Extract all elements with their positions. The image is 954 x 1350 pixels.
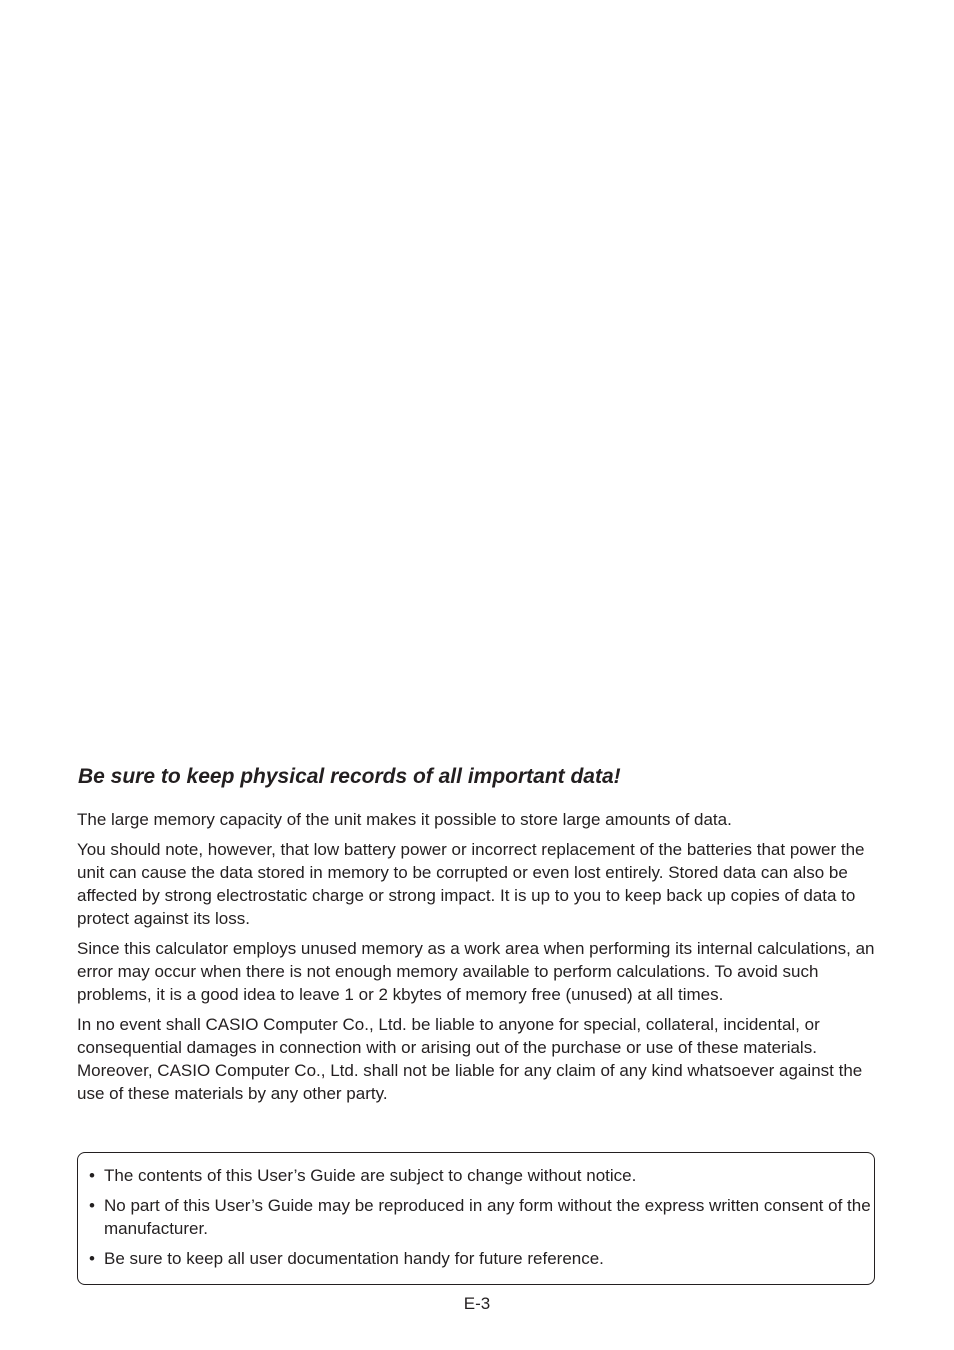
paragraph-liability: In no event shall CASIO Computer Co., Ltd. be liable to anyone for special, collateral, incidental, or consequential damages in connection with or arising out of the purchase or use of these materials. Moreover, CASIO Computer Co., Ltd. shall not be liable for any claim of any kind whatsoever against the use of these materials by any other party. (77, 1015, 863, 1103)
notice-item (89, 1194, 874, 1240)
notice-item-text: Be sure to keep all user documentation handy for future reference. (104, 1249, 604, 1268)
notice-item (89, 1164, 874, 1187)
section-heading: Be sure to keep physical records of all important data! (78, 765, 621, 788)
paragraph-memory-capacity: The large memory capacity of the unit makes it possible to store large amounts of data. (77, 810, 732, 829)
bullet-icon: • (89, 1196, 95, 1215)
body-text (77, 808, 881, 1112)
bullet-icon: • (89, 1249, 95, 1268)
notice-list (89, 1164, 874, 1270)
bullet-icon: • (89, 1166, 95, 1185)
paragraph-battery-warning: You should note, however, that low battery power or incorrect replacement of the batteries that power the unit can cause the data stored in memory to be corrupted or even lost entirely. Stored data can also be affected by strong electrostatic charge or strong impact. It is up to you to keep back up copies of data to protect against its loss. (77, 840, 865, 928)
notice-item-text: No part of this User’s Guide may be reproduced in any form without the express written consent of the manufacturer. (104, 1196, 871, 1238)
notice-item-text: The contents of this User’s Guide are subject to change without notice. (104, 1166, 637, 1185)
notice-item (89, 1247, 874, 1270)
notice-box (77, 1152, 875, 1285)
page-number: E-3 (463, 1294, 491, 1313)
paragraph-work-area: Since this calculator employs unused memory as a work area when performing its internal calculations, an error may occur when there is not enough memory available to perform calculations. To avoid such problems, it is a good idea to leave 1 or 2 kbytes of memory free (unused) at all times. (77, 939, 875, 1004)
